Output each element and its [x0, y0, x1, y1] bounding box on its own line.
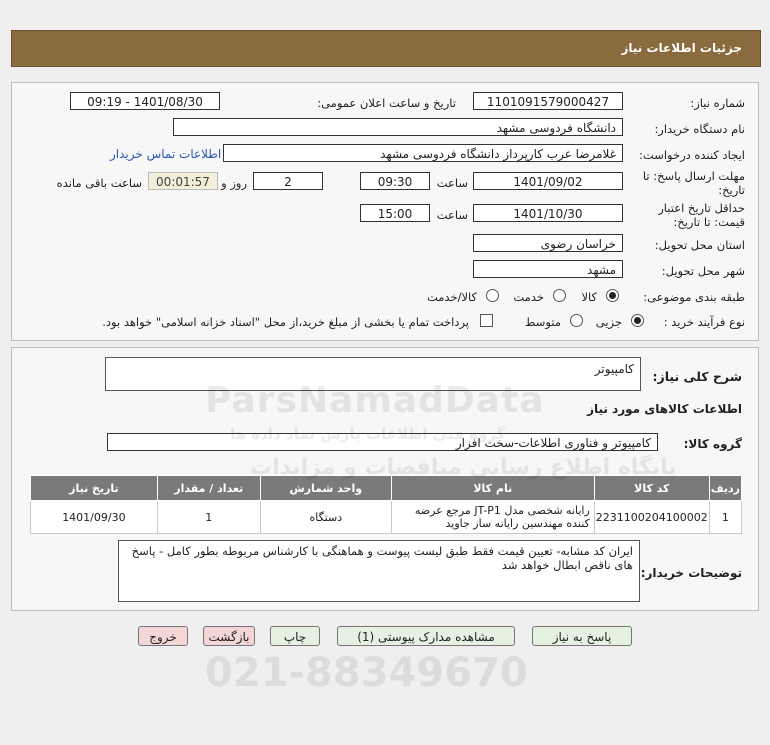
goods-info-title: اطلاعات کالاهای مورد نیاز [587, 402, 742, 416]
announce-datetime-label: تاریخ و ساعت اعلان عمومی: [317, 96, 456, 110]
category-radio-goods-service[interactable] [486, 289, 499, 302]
buyer-contact-link[interactable]: اطلاعات تماس خریدار [110, 147, 222, 161]
province-field[interactable]: خراسان رضوی [473, 234, 623, 252]
goods-qty: 1 [157, 501, 260, 534]
summary-label: شرح کلی نیاز: [652, 369, 742, 384]
goods-group-label: گروه کالا: [683, 437, 742, 451]
category-option-goods-service: کالا/خدمت [426, 290, 477, 304]
process-option-minor: جزیی [595, 315, 622, 329]
col-name: نام کالا [391, 476, 594, 501]
validity-time-label: ساعت [436, 208, 468, 222]
buyer-org-label: نام دستگاه خریدار: [654, 122, 745, 136]
validity-label: حداقل تاریخ اعتبار [658, 201, 745, 215]
exit-button[interactable]: خروج [138, 626, 188, 646]
category-label: طبقه بندی موضوعی: [643, 290, 745, 304]
col-unit: واحد شمارش [260, 476, 391, 501]
col-row: ردیف [709, 476, 741, 501]
view-attachments-button[interactable]: مشاهده مدارک پیوستی (1) [337, 626, 515, 646]
city-field[interactable]: مشهد [473, 260, 623, 278]
creator-label: ایجاد کننده درخواست: [639, 148, 745, 162]
table-row[interactable] [31, 501, 742, 534]
goods-unit: دستگاه [260, 501, 391, 534]
treasury-payment-checkbox[interactable] [480, 314, 493, 327]
remaining-time-label: ساعت باقی مانده [56, 176, 142, 190]
buyer-org-field[interactable]: دانشگاه فردوسی مشهد [173, 118, 623, 136]
deadline-label-2: تاریخ: [718, 183, 745, 197]
validity-time-field[interactable]: 15:00 [360, 204, 430, 222]
col-qty: تعداد / مقدار [157, 476, 260, 501]
validity-date-field[interactable]: 1401/10/30 [473, 204, 623, 222]
treasury-payment-note: پرداخت تمام یا بخشی از مبلغ خرید،از محل "اسناد خزانه اسلامی" خواهد بود. [102, 315, 469, 329]
deadline-date-field[interactable]: 1401/09/02 [473, 172, 623, 190]
province-label: استان محل تحویل: [654, 238, 745, 252]
goods-group-field[interactable]: کامپیوتر و فناوری اطلاعات-سخت افزار [107, 433, 658, 451]
need-number-field[interactable]: 1101091579000427 [473, 92, 623, 110]
need-number-label: شماره نیاز: [690, 96, 745, 110]
goods-code: 2231100204100002 [594, 501, 709, 534]
process-radio-medium[interactable] [570, 314, 583, 327]
process-type-label: نوع فرآیند خرید : [663, 315, 745, 329]
col-date: تاریخ نیاز [31, 476, 158, 501]
goods-table [30, 475, 742, 534]
category-radio-goods[interactable] [606, 289, 619, 302]
creator-field[interactable]: غلامرضا عرب کارپرداز دانشگاه فردوسی مشهد [223, 144, 623, 162]
deadline-label: مهلت ارسال پاسخ: تا [642, 169, 745, 183]
row-index: 1 [709, 501, 741, 534]
back-button[interactable]: بازگشت [203, 626, 255, 646]
reply-button[interactable]: پاسخ به نیاز [532, 626, 632, 646]
page-header [11, 30, 761, 67]
col-code: کد کالا [594, 476, 709, 501]
announce-datetime-field[interactable]: 1401/08/30 - 09:19 [70, 92, 220, 110]
page-title: جزئیات اطلاعات نیاز [621, 41, 742, 55]
watermark-phone: 021-88349670 [205, 650, 528, 696]
deadline-time-label: ساعت [436, 176, 468, 190]
goods-name: رایانه شخصی مدل JT-P1 مرجع عرضه کننده مهندسین رایانه ساز جاوید [391, 501, 594, 534]
print-button[interactable]: چاپ [270, 626, 320, 646]
goods-table-header [31, 476, 742, 501]
process-option-medium: متوسط [524, 315, 561, 329]
buyer-notes-label: توضیحات خریدار: [640, 566, 742, 580]
city-label: شهر محل تحویل: [661, 264, 745, 278]
days-label: روز و [221, 176, 247, 190]
category-option-service: خدمت [513, 290, 544, 304]
buyer-notes-field[interactable]: ایران کد مشابه- تعیین قیمت فقط طبق لیست پیوست و هماهنگی با کارشناس مربوطه بطور کامل - پاسخ های ناقص ابطال خواهد شد [118, 540, 640, 602]
days-remaining-field[interactable]: 2 [253, 172, 323, 190]
summary-field[interactable]: کامپیوتر [105, 357, 641, 391]
category-radio-service[interactable] [553, 289, 566, 302]
category-option-goods: کالا [581, 290, 597, 304]
need-date: 1401/09/30 [31, 501, 158, 534]
process-radio-minor[interactable] [631, 314, 644, 327]
validity-label-2: قیمت: تا تاریخ: [673, 215, 745, 229]
remaining-time-field: 00:01:57 [148, 172, 218, 190]
deadline-time-field[interactable]: 09:30 [360, 172, 430, 190]
